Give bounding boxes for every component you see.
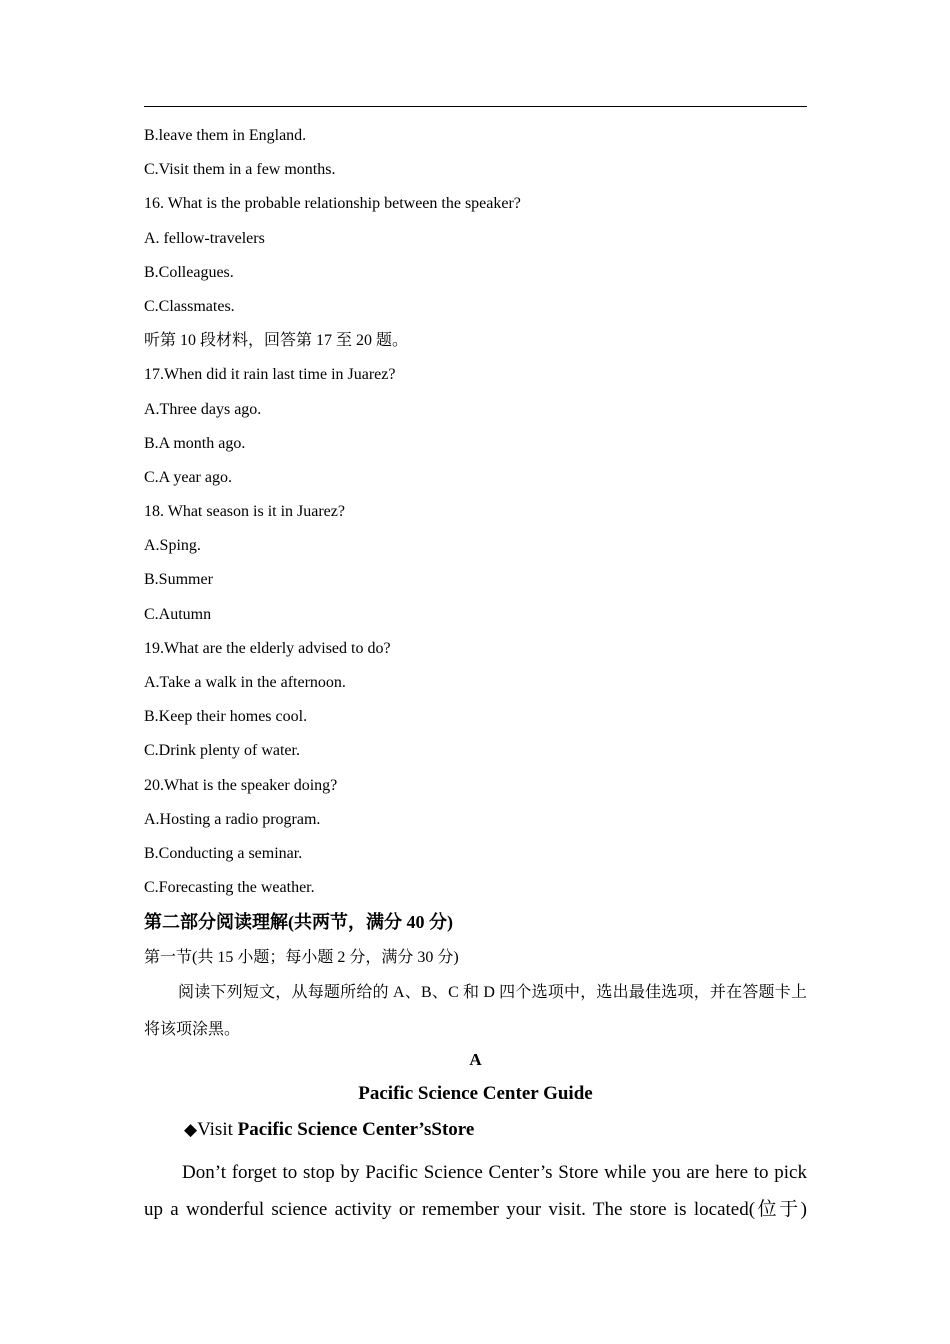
question-line: 17.When did it rain last time in Juarez? <box>144 366 396 384</box>
passage-letter: A <box>469 1050 482 1070</box>
reading-instruction: 阅读下列短文，从每题所给的 A、B、C 和 D 四个选项中，选出最佳选项，并在答题卡上将该项涂黑。 <box>144 984 807 1039</box>
option-line: B.Colleagues. <box>144 263 234 281</box>
option-line: A.Take a walk in the afternoon. <box>144 674 346 691</box>
option-line: C.Drink plenty of water. <box>144 742 300 760</box>
header-rule <box>144 106 807 107</box>
option-line: C.A year ago. <box>144 468 232 486</box>
question-line: 18. What season is it in Juarez? <box>144 503 345 521</box>
question-line: 16. What is the probable relationship between the speaker? <box>144 195 521 213</box>
option-line: B.leave them in England. <box>144 127 307 144</box>
option-line: A. fellow-travelers <box>144 229 265 247</box>
section1-heading: 第一节(共 15 小题；每小题 2 分，满分 30 分) <box>144 949 459 967</box>
option-line: C.Visit them in a few months. <box>144 161 336 179</box>
option-line: A.Hosting a radio program. <box>144 810 321 828</box>
diamond-bullet-icon: ◆ <box>184 1120 198 1141</box>
question-line: 19.What are the elderly advised to do? <box>144 639 391 657</box>
option-line: C.Forecasting the weather. <box>144 879 315 897</box>
part2-title: 第二部分阅读理解(共两节，满分 40 分) <box>144 912 453 933</box>
guide-title: Pacific Science Center Guide <box>358 1083 593 1105</box>
passage-paragraph: Don’t forget to stop by Pacific Science Center’s Store while you are here to pick up a wonderful science activity or remember your visit. The store is located(位于) <box>144 1162 807 1221</box>
visit-store-heading <box>144 1118 807 1154</box>
option-line: C.Autumn <box>144 605 212 623</box>
option-line: B.Conducting a seminar. <box>144 844 303 862</box>
listening-instruction: 听第 10 段材料，回答第 17 至 20 题。 <box>144 332 409 350</box>
option-line: C.Classmates. <box>144 297 235 315</box>
question-line: 20.What is the speaker doing? <box>144 776 338 794</box>
option-line: A.Three days ago. <box>144 400 262 418</box>
option-line: B.Keep their homes cool. <box>144 708 308 726</box>
option-line: B.A month ago. <box>144 434 246 452</box>
visit-prefix: Visit <box>197 1119 238 1141</box>
option-line: A.Sping. <box>144 537 201 555</box>
document-body <box>144 124 807 1228</box>
store-name: Pacific Science Center’sStore <box>237 1119 475 1141</box>
option-line: B.Summer <box>144 571 213 589</box>
